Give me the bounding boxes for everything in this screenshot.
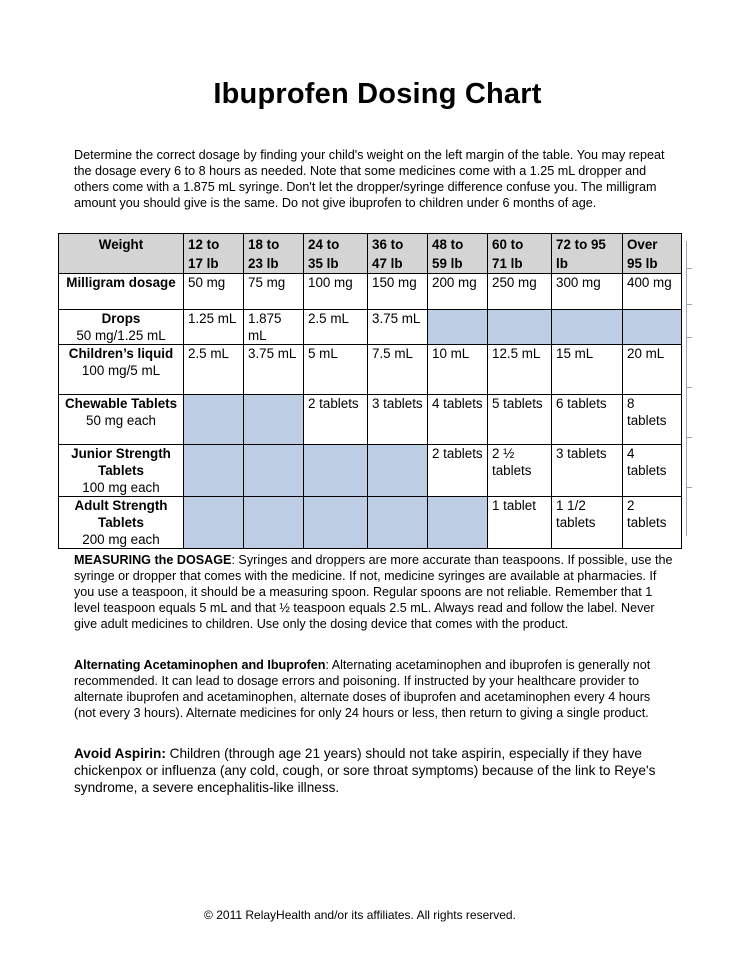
dose-cell: 3 tablets [368,395,428,445]
intro-paragraph: Determine the correct dosage by finding your child's weight on the left margin of the table. You may repeat the dosage every 6 to 8 hours as needed. Note that some medicines come with a 1.25 mL dropper and others come with a 1.875 mL syringe. Don't let the dropper/syringe difference confuse you. The milligram amount you should give is the same. Do not give ibuprofen to children under 6 months of age. [74,148,665,210]
margin-rule [686,241,687,536]
dose-cell: 100 mg [304,274,368,310]
empty-cell [552,310,623,345]
column-header-line2: 17 lb [188,256,219,271]
table-row [59,310,682,345]
dose-cell: 5 mL [304,345,368,395]
row-label-sub: 50 mg/1.25 mL [76,328,166,343]
weight-column-header [304,234,368,274]
row-label [59,310,184,345]
weight-column-header [623,234,682,274]
dose-cell: 20 mL [623,345,682,395]
weight-column-header [368,234,428,274]
row-label-sub: 100 mg each [82,480,160,495]
column-header-line1: Over [627,237,658,252]
margin-tick [686,304,692,305]
alternating-paragraph [74,657,674,721]
empty-cell [304,445,368,497]
dose-cell: 8 tablets [623,395,682,445]
dose-cell: 2 tablets [304,395,368,445]
table-row [59,345,682,395]
column-header-line2: 35 lb [308,256,339,271]
row-label [59,274,184,310]
dose-cell: 2 tablets [428,445,488,497]
dose-cell: 400 mg [623,274,682,310]
margin-tick [686,437,692,438]
empty-cell [244,497,304,549]
column-header-line1: 18 to [248,237,280,252]
row-label-sub: 50 mg each [86,413,156,428]
dose-cell: 1 1/2 tablets [552,497,623,549]
row-label-name: Drops [101,311,141,326]
dose-cell: 6 tablets [552,395,623,445]
dose-cell: 7.5 mL [368,345,428,395]
aspirin-heading: Avoid Aspirin: [74,746,166,761]
alternating-heading: Alternating Acetaminophen and Ibuprofen [74,658,326,672]
measuring-paragraph [74,552,674,632]
dose-cell: 150 mg [368,274,428,310]
table-row [59,274,682,310]
column-header-line2: lb [556,256,568,271]
weight-header [59,234,184,274]
aspirin-paragraph [74,745,674,796]
empty-cell [428,497,488,549]
table-row [59,497,682,549]
dose-cell: 10 mL [428,345,488,395]
row-label-sub: 100 mg/5 mL [81,363,161,378]
column-header-line2: 59 lb [432,256,463,271]
dose-cell: 250 mg [488,274,552,310]
dose-cell: 2.5 mL [304,310,368,345]
row-label-name: Junior Strength Tablets [71,446,171,478]
table-row [59,445,682,497]
column-header-line1: 24 to [308,237,340,252]
copyright-footer: © 2011 RelayHealth and/or its affiliates. All rights reserved. [204,908,516,922]
empty-cell [244,445,304,497]
dose-cell: 2 tablets [623,497,682,549]
row-label [59,445,184,497]
dose-cell: 4 tablets [428,395,488,445]
row-label-name: Children’s liquid [68,346,174,361]
margin-tick [686,268,692,269]
column-header-line1: 48 to [432,237,464,252]
dose-cell: 50 mg [184,274,244,310]
table-header-row [59,234,682,274]
dose-cell: 300 mg [552,274,623,310]
row-label [59,345,184,395]
empty-cell [368,445,428,497]
dose-cell: 3.75 mL [368,310,428,345]
dose-cell: 3 tablets [552,445,623,497]
column-header-line1: 72 to 95 [556,237,606,252]
table-row [59,395,682,445]
empty-cell [623,310,682,345]
dose-cell: 3.75 mL [244,345,304,395]
column-header-line2: 71 lb [492,256,523,271]
dose-cell: 2.5 mL [184,345,244,395]
empty-cell [428,310,488,345]
weight-column-header [488,234,552,274]
margin-tick [686,487,692,488]
weight-column-header [428,234,488,274]
measuring-heading: MEASURING the DOSAGE [74,553,232,567]
empty-cell [244,395,304,445]
column-header-line1: 60 to [492,237,524,252]
empty-cell [184,497,244,549]
measuring-text: : Syringes and droppers are more accurate than teaspoons. If possible, use the syringe or dropper that comes with the medicine. If not, medicine syringes are available at pharmacies. If you use a teaspoon, it should be a measuring spoon. Regular spoons are not reliable. Remember that 1 level teaspoon equals 5 mL and that ½ teaspoon equals 2.5 mL. Always read and follow the label. Never give adult medicines to children. Use only the dosing device that comes with the product. [74,553,673,631]
column-header-line2: 23 lb [248,256,279,271]
dose-cell: 12.5 mL [488,345,552,395]
margin-tick [686,387,692,388]
weight-column-header [552,234,623,274]
row-label [59,395,184,445]
dose-cell: 75 mg [244,274,304,310]
column-header-line2: 47 lb [372,256,403,271]
row-label-name: Chewable Tablets [64,396,178,411]
dose-cell: 1.875 mL [244,310,304,345]
dose-cell: 2 ½ tablets [488,445,552,497]
column-header-line1: 36 to [372,237,404,252]
dose-cell: 1.25 mL [184,310,244,345]
empty-cell [488,310,552,345]
empty-cell [368,497,428,549]
weight-column-header [244,234,304,274]
margin-tick [686,337,692,338]
weight-column-header [184,234,244,274]
page-title: Ibuprofen Dosing Chart [213,78,542,110]
column-header-line1: 12 to [188,237,220,252]
column-header-line2: 95 lb [627,256,658,271]
dose-cell: 200 mg [428,274,488,310]
row-label-name: Adult Strength Tablets [74,498,168,530]
row-label [59,497,184,549]
aspirin-text: Children (through age 21 years) should not take aspirin, especially if they have chickenpox or influenza (any cold, cough, or sore throat symptoms) because of the link to Reye's syndrome, a severe encephalitis-like illness. [74,746,656,795]
dose-cell: 15 mL [552,345,623,395]
row-label-sub: 200 mg each [82,532,160,547]
dosing-table [58,233,682,549]
dose-cell: 1 tablet [488,497,552,549]
empty-cell [304,497,368,549]
dose-cell: 5 tablets [488,395,552,445]
alternating-text: : Alternating acetaminophen and ibuprofen is generally not recommended. It can lead to dosage errors and poisoning. If instructed by your healthcare provider to alternate ibuprofen and acetaminophen, alternate doses of ibuprofen and acetaminophen every 4 hours (not every 3 hours). Alternate medicines for only 24 hours or less, then return to giving a single product. [74,658,651,720]
row-label-name: Milligram dosage [66,275,176,290]
empty-cell [184,445,244,497]
dose-cell: 4 tablets [623,445,682,497]
weight-header-label: Weight [98,237,144,252]
empty-cell [184,395,244,445]
